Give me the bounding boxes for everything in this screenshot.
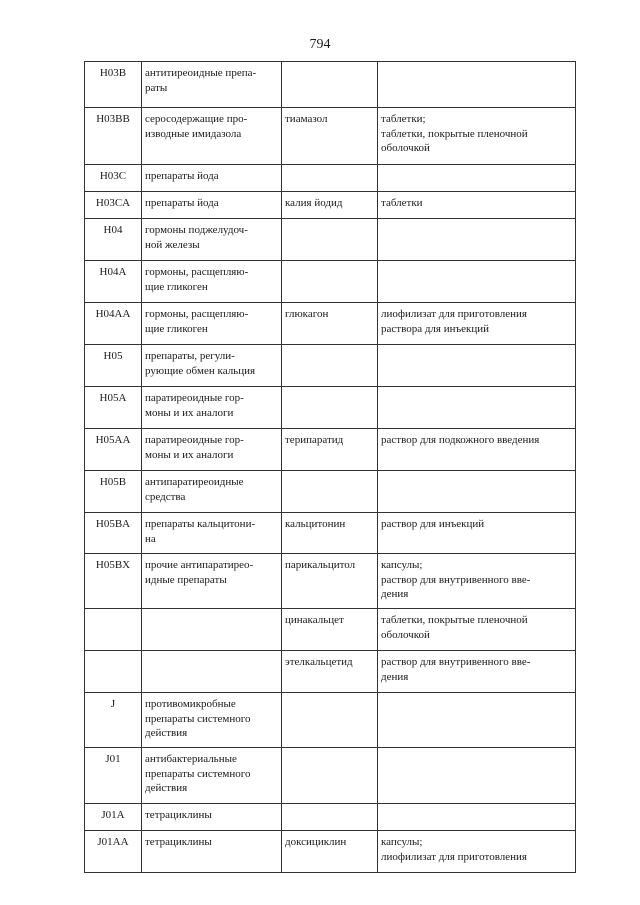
group-name-cell [142, 345, 282, 387]
cell-text-line: моны и их аналоги [145, 406, 234, 419]
cell-text-line: калия йодид [285, 197, 343, 209]
group-name-cell [142, 261, 282, 303]
cell-text-line: таблетки [381, 197, 423, 209]
cell-text-line: моны и их аналоги [145, 448, 234, 461]
cell-text-line: таблетки, покрытые пленочной [381, 127, 528, 140]
cell-text-line: H05BX [95, 559, 131, 571]
atc-code-cell [85, 471, 142, 513]
cell-text-line: щие гликоген [145, 280, 208, 293]
cell-text-line: лиофилизат для приготовления [381, 850, 527, 863]
cell-text-line: дения [381, 670, 409, 683]
cell-text-line: тиамазол [285, 113, 328, 125]
group-name-cell [142, 513, 282, 554]
cell-text-line: глюкагон [285, 308, 329, 320]
cell-text-line: J [110, 698, 116, 710]
table-row [85, 387, 576, 429]
atc-code-cell [85, 219, 142, 261]
cell-text-line: паратиреоидные гор- [145, 434, 244, 446]
table-body [85, 62, 576, 873]
cell-text-line: антипаратиреоидные [145, 476, 244, 488]
substance-cell [282, 554, 378, 609]
dosage-form-cell [378, 471, 576, 513]
cell-text-line: кальцитонин [285, 518, 346, 530]
cell-text-line: щие гликоген [145, 322, 208, 335]
dosage-form-cell [378, 165, 576, 192]
cell-text-line: на [145, 532, 156, 545]
substance-cell [282, 471, 378, 513]
cell-text-line: препараты йода [145, 170, 219, 182]
cell-text-line: парикальцитол [285, 559, 356, 571]
cell-text-line: H04 [103, 224, 123, 236]
cell-text-line: рующие обмен кальция [145, 364, 256, 377]
group-name-cell [142, 108, 282, 165]
table-row [85, 554, 576, 609]
atc-code-cell [85, 748, 142, 804]
cell-text-line: терипаратид [285, 434, 344, 446]
cell-text-line: ной железы [145, 238, 200, 251]
cell-text-line: прочие антипаратирео- [145, 559, 254, 571]
table-row [85, 192, 576, 219]
atc-code-cell [85, 108, 142, 165]
cell-text-line: антибактериальные [145, 753, 237, 765]
atc-code-cell [85, 303, 142, 345]
cell-text-line: препараты системного [145, 712, 251, 725]
group-name-cell [142, 62, 282, 108]
atc-code-cell [85, 165, 142, 192]
substance-cell [282, 748, 378, 804]
dosage-form-cell [378, 261, 576, 303]
atc-code-cell [85, 345, 142, 387]
cell-text-line: средства [145, 490, 186, 503]
cell-text-line: идные препараты [145, 573, 227, 586]
atc-code-cell [85, 261, 142, 303]
atc-code-cell [85, 513, 142, 554]
table-row [85, 62, 576, 108]
group-name-cell [142, 804, 282, 831]
group-name-cell [142, 609, 282, 651]
cell-text-line: раты [145, 81, 168, 94]
atc-code-cell [85, 387, 142, 429]
cell-text-line: противомикробные [145, 698, 236, 710]
group-name-cell [142, 429, 282, 471]
group-name-cell [142, 554, 282, 609]
table-row [85, 513, 576, 554]
cell-text-line: раствор для подкожного введения [381, 434, 540, 446]
cell-text-line: H03BB [96, 113, 130, 125]
dosage-form-cell [378, 219, 576, 261]
cell-text-line: гормоны поджелудоч- [145, 224, 248, 236]
cell-text-line: гормоны, расщепляю- [145, 308, 249, 320]
cell-text-line: лиофилизат для приготовления [381, 308, 527, 320]
dosage-form-cell [378, 804, 576, 831]
substance-cell [282, 165, 378, 192]
cell-text-line: H05A [99, 392, 127, 404]
atc-code-cell [85, 429, 142, 471]
atc-code-cell [85, 651, 142, 693]
substance-cell [282, 513, 378, 554]
dosage-form-cell [378, 513, 576, 554]
cell-text-line: раствор для инъекций [381, 518, 485, 530]
substance-cell [282, 693, 378, 748]
group-name-cell [142, 748, 282, 804]
cell-text-line: препараты кальцитони- [145, 518, 256, 530]
dosage-form-cell [378, 651, 576, 693]
cell-text-line: H04A [99, 266, 127, 278]
table-row [85, 261, 576, 303]
cell-text-line: оболочкой [381, 142, 430, 154]
group-name-cell [142, 219, 282, 261]
group-name-cell [142, 303, 282, 345]
substance-cell [282, 609, 378, 651]
page-number: 794 [309, 37, 331, 52]
cell-text-line: раствор для внутривенного вве- [381, 656, 531, 668]
atc-code-cell [85, 554, 142, 609]
cell-text-line: H05BA [95, 518, 131, 530]
cell-text-line: капсулы; [381, 836, 423, 848]
table-row [85, 748, 576, 804]
dosage-form-cell [378, 693, 576, 748]
atc-code-cell [85, 693, 142, 748]
cell-text-line: этелкальцетид [285, 656, 353, 668]
group-name-cell [142, 471, 282, 513]
table-row [85, 429, 576, 471]
group-name-cell [142, 693, 282, 748]
cell-text-line: тетрациклины [145, 809, 212, 821]
cell-text-line: H03B [99, 67, 127, 79]
cell-text-line: действия [145, 727, 188, 739]
group-name-cell [142, 387, 282, 429]
cell-text-line: H04AA [95, 308, 131, 320]
dosage-form-cell [378, 108, 576, 165]
cell-text-line: доксициклин [285, 836, 347, 848]
substance-cell [282, 62, 378, 108]
dosage-form-cell [378, 345, 576, 387]
dosage-form-cell [378, 429, 576, 471]
atc-code-cell [85, 831, 142, 873]
cell-text-line: H03CA [95, 197, 131, 209]
substance-cell [282, 804, 378, 831]
atc-code-cell [85, 804, 142, 831]
cell-text-line: дения [381, 588, 409, 600]
atc-code-cell [85, 609, 142, 651]
table-row [85, 471, 576, 513]
substance-cell [282, 429, 378, 471]
cell-text-line: раствора для инъекций [381, 322, 490, 335]
dosage-form-cell [378, 831, 576, 873]
cell-text-line: тетрациклины [145, 836, 212, 848]
group-name-cell [142, 651, 282, 693]
dosage-form-cell [378, 62, 576, 108]
group-name-cell [142, 831, 282, 873]
substance-cell [282, 261, 378, 303]
substance-cell [282, 219, 378, 261]
substance-cell [282, 651, 378, 693]
dosage-form-cell [378, 554, 576, 609]
cell-text-line: таблетки; [381, 113, 426, 125]
dosage-form-cell [378, 192, 576, 219]
cell-text-line: таблетки, покрытые пленочной [381, 614, 528, 626]
dosage-form-cell [378, 748, 576, 804]
cell-text-line: антитиреоидные препа- [145, 67, 257, 79]
atc-code-cell [85, 192, 142, 219]
table-row [85, 108, 576, 165]
cell-text-line: изводные имидазола [145, 127, 242, 140]
cell-text-line: паратиреоидные гор- [145, 392, 244, 404]
cell-text-line: гормоны, расщепляю- [145, 266, 249, 278]
substance-cell [282, 831, 378, 873]
substance-cell [282, 108, 378, 165]
atc-drug-table [84, 61, 576, 873]
table-row [85, 651, 576, 693]
cell-text-line: цинакальцет [285, 614, 344, 626]
substance-cell [282, 192, 378, 219]
table-row [85, 831, 576, 873]
substance-cell [282, 387, 378, 429]
table-row [85, 609, 576, 651]
cell-text-line: действия [145, 782, 188, 794]
atc-code-cell [85, 62, 142, 108]
table-row [85, 804, 576, 831]
table-row [85, 165, 576, 192]
table-row [85, 693, 576, 748]
cell-text-line: H03C [99, 170, 127, 182]
cell-text-line: серосодержащие про- [145, 113, 248, 125]
substance-cell [282, 303, 378, 345]
cell-text-line: J01AA [97, 836, 129, 848]
dosage-form-cell [378, 609, 576, 651]
table-row [85, 303, 576, 345]
group-name-cell [142, 192, 282, 219]
table-row [85, 345, 576, 387]
cell-text-line: J01 [105, 753, 121, 765]
cell-text-line: H05 [103, 350, 123, 362]
cell-text-line: раствор для внутривенного вве- [381, 573, 531, 586]
cell-text-line: препараты системного [145, 767, 251, 780]
group-name-cell [142, 165, 282, 192]
cell-text-line: J01A [101, 809, 125, 821]
dosage-form-cell [378, 303, 576, 345]
cell-text-line: капсулы; [381, 559, 423, 571]
table-row [85, 219, 576, 261]
dosage-form-cell [378, 387, 576, 429]
cell-text-line: оболочкой [381, 628, 430, 641]
cell-text-line: препараты йода [145, 197, 219, 209]
cell-text-line: H05B [99, 476, 127, 488]
substance-cell [282, 345, 378, 387]
cell-text-line: препараты, регули- [145, 350, 235, 362]
cell-text-line: H05AA [95, 434, 131, 446]
